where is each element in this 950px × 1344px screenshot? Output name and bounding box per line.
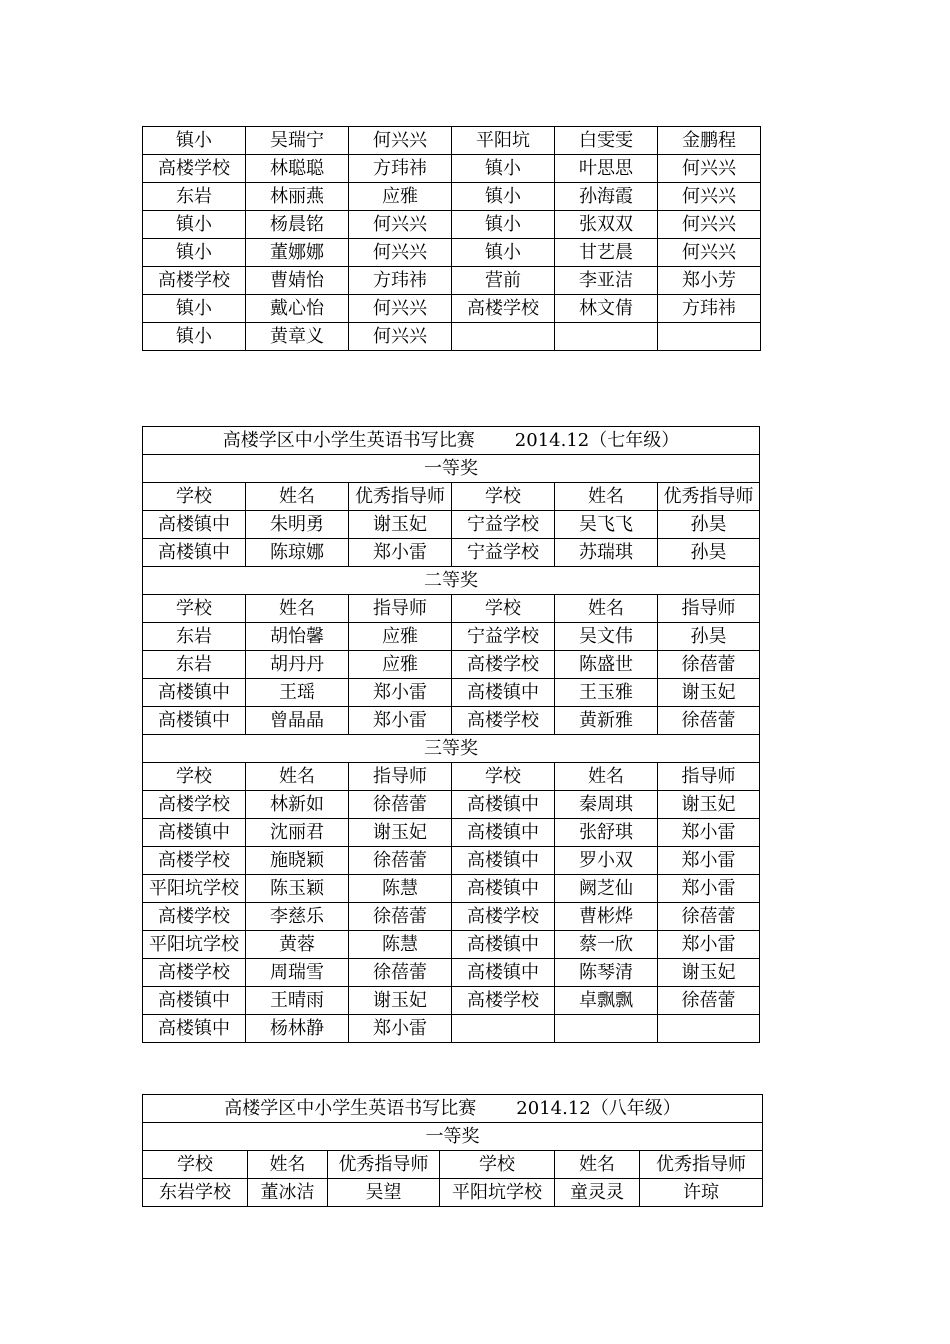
third-prize-heading: 三等奖	[143, 735, 760, 763]
table-cell: 平阳坑学校	[440, 1179, 555, 1207]
table-cell: 宁益学校	[452, 623, 555, 651]
table-row	[143, 791, 760, 819]
column-header: 学校	[143, 763, 246, 791]
table-cell: 甘艺晨	[555, 239, 658, 267]
table-cell: 张双双	[555, 211, 658, 239]
table-cell: 孙昊	[658, 623, 760, 651]
table-cell: 高楼镇中	[452, 959, 555, 987]
third-prize-header	[143, 763, 760, 791]
table-cell: 曾晶晶	[246, 707, 349, 735]
column-header: 姓名	[555, 763, 658, 791]
table-cell: 镇小	[143, 295, 246, 323]
table-row	[143, 875, 760, 903]
table-cell: 东岩	[143, 183, 246, 211]
third-prize-rows	[143, 791, 760, 1043]
table-cell: 谢玉妃	[658, 679, 760, 707]
column-header: 指导师	[658, 595, 760, 623]
column-header: 学校	[452, 595, 555, 623]
table-cell: 叶思思	[555, 155, 658, 183]
column-header: 学校	[440, 1151, 555, 1179]
column-header: 优秀指导师	[658, 483, 760, 511]
table-cell: 高楼镇中	[143, 511, 246, 539]
table-cell: 方玮祎	[349, 155, 452, 183]
table-cell: 施晓颖	[246, 847, 349, 875]
table-cell: 徐蓓蕾	[349, 903, 452, 931]
column-header: 学校	[452, 763, 555, 791]
table-row	[143, 679, 760, 707]
table-cell: 高楼镇中	[143, 819, 246, 847]
table-cell: 郑小雷	[349, 1015, 452, 1043]
table-cell: 高楼镇中	[452, 931, 555, 959]
table-cell: 张舒琪	[555, 819, 658, 847]
table-cell: 高楼学校	[452, 651, 555, 679]
table-cell: 镇小	[452, 239, 555, 267]
table-cell: 何兴兴	[658, 183, 761, 211]
table-cell: 郑小雷	[658, 875, 760, 903]
table-cell: 林聪聪	[246, 155, 349, 183]
table-cell: 陈琼娜	[246, 539, 349, 567]
table-cell: 镇小	[143, 211, 246, 239]
table-cell: 陈盛世	[555, 651, 658, 679]
table-cell: 陈琴清	[555, 959, 658, 987]
table-cell: 黄章义	[246, 323, 349, 351]
table-cell: 东岩学校	[143, 1179, 248, 1207]
table-cell: 许琼	[640, 1179, 763, 1207]
table-cell: 林文倩	[555, 295, 658, 323]
table-cell: 徐蓓蕾	[658, 903, 760, 931]
title-date: 2014.12（七年级）	[514, 429, 680, 451]
table-cell: 卓飘飘	[555, 987, 658, 1015]
column-header: 优秀指导师	[328, 1151, 440, 1179]
column-header: 学校	[143, 595, 246, 623]
table-cell: 高楼学校	[143, 847, 246, 875]
table-cell: 罗小双	[555, 847, 658, 875]
table-cell: 吴望	[328, 1179, 440, 1207]
table-cell: 何兴兴	[349, 211, 452, 239]
award-table-continued	[142, 126, 761, 351]
table-cell: 平阳坑	[452, 127, 555, 155]
table-cell: 高楼学校	[452, 987, 555, 1015]
table-cell: 戴心怡	[246, 295, 349, 323]
table-row	[143, 511, 760, 539]
table-cell: 何兴兴	[349, 295, 452, 323]
table-cell: 高楼镇中	[143, 987, 246, 1015]
table-cell: 何兴兴	[658, 155, 761, 183]
column-header: 姓名	[248, 1151, 328, 1179]
table-row	[143, 987, 760, 1015]
table-cell: 王瑶	[246, 679, 349, 707]
first-prize-heading: 一等奖	[143, 455, 760, 483]
table-cell: 宁益学校	[452, 539, 555, 567]
grade7-award-table	[142, 426, 760, 1043]
table-cell: 杨晨铭	[246, 211, 349, 239]
column-header: 姓名	[246, 595, 349, 623]
table-row	[143, 239, 761, 267]
table-cell: 镇小	[452, 155, 555, 183]
table-cell	[555, 323, 658, 351]
table-cell: 周瑞雪	[246, 959, 349, 987]
table-cell: 方玮祎	[658, 295, 761, 323]
table-row	[143, 127, 761, 155]
table-cell: 白雯雯	[555, 127, 658, 155]
first-prize-rows	[143, 1179, 763, 1207]
title-main: 高楼学区中小学生英语书写比赛	[222, 429, 475, 451]
table-row	[143, 903, 760, 931]
table-cell: 高楼镇中	[143, 707, 246, 735]
table-cell: 郑小雷	[658, 819, 760, 847]
table-cell: 平阳坑学校	[143, 931, 246, 959]
table-cell: 方玮祎	[349, 267, 452, 295]
table-cell: 高楼镇中	[143, 539, 246, 567]
table-cell	[452, 323, 555, 351]
table-cell: 郑小芳	[658, 267, 761, 295]
table-row	[143, 707, 760, 735]
table-cell: 高楼学校	[143, 959, 246, 987]
column-header-row	[143, 763, 760, 791]
table-cell: 秦周琪	[555, 791, 658, 819]
table-cell: 何兴兴	[658, 239, 761, 267]
second-prize-rows	[143, 623, 760, 735]
table-row	[143, 959, 760, 987]
table-cell: 童灵灵	[555, 1179, 640, 1207]
table-cell: 郑小雷	[658, 847, 760, 875]
column-header-row	[143, 483, 760, 511]
table-row	[143, 651, 760, 679]
table-cell: 金鹏程	[658, 127, 761, 155]
table-cell: 谢玉妃	[349, 987, 452, 1015]
column-header: 姓名	[555, 595, 658, 623]
table-cell: 李亚洁	[555, 267, 658, 295]
table-cell: 吴飞飞	[555, 511, 658, 539]
table-cell: 阙芝仙	[555, 875, 658, 903]
table-cell: 曹婧怡	[246, 267, 349, 295]
first-prize-rows	[143, 511, 760, 567]
table-cell: 高楼镇中	[452, 791, 555, 819]
table-cell: 蔡一欣	[555, 931, 658, 959]
table-cell: 朱明勇	[246, 511, 349, 539]
table-cell	[452, 1015, 555, 1043]
table-cell: 王玉雅	[555, 679, 658, 707]
table-cell: 徐蓓蕾	[349, 959, 452, 987]
table-cell: 高楼学校	[143, 155, 246, 183]
column-header: 姓名	[246, 763, 349, 791]
table-row	[143, 267, 761, 295]
table-cell: 平阳坑学校	[143, 875, 246, 903]
column-header: 学校	[452, 483, 555, 511]
table-cell: 高楼镇中	[452, 679, 555, 707]
table-cell: 高楼学校	[452, 295, 555, 323]
column-header: 学校	[143, 483, 246, 511]
table-cell: 何兴兴	[658, 211, 761, 239]
table-cell: 宁益学校	[452, 511, 555, 539]
table-cell: 吴文伟	[555, 623, 658, 651]
table-cell: 黄蓉	[246, 931, 349, 959]
table-row	[143, 183, 761, 211]
table-cell: 吴瑞宁	[246, 127, 349, 155]
table-cell: 谢玉妃	[349, 511, 452, 539]
first-prize-heading: 一等奖	[143, 1123, 763, 1151]
table-row	[143, 1179, 763, 1207]
table-cell: 谢玉妃	[658, 959, 760, 987]
table-cell: 林新如	[246, 791, 349, 819]
table-cell: 谢玉妃	[658, 791, 760, 819]
table-cell	[658, 1015, 760, 1043]
table-title-row	[143, 1095, 763, 1123]
table-cell: 徐蓓蕾	[349, 791, 452, 819]
table-cell: 王晴雨	[246, 987, 349, 1015]
table-row	[143, 819, 760, 847]
table-cell: 孙昊	[658, 539, 760, 567]
table-cell	[555, 1015, 658, 1043]
table-cell	[658, 323, 761, 351]
table-cell: 胡丹丹	[246, 651, 349, 679]
table-cell: 镇小	[452, 211, 555, 239]
table-cell: 杨林静	[246, 1015, 349, 1043]
table-cell: 郑小雷	[658, 931, 760, 959]
table-cell: 高楼学校	[143, 791, 246, 819]
column-header-row	[143, 595, 760, 623]
table-title	[143, 1095, 763, 1123]
prize-heading-row	[143, 1123, 763, 1151]
table-cell: 东岩	[143, 651, 246, 679]
column-header: 姓名	[555, 1151, 640, 1179]
table-cell: 高楼学校	[452, 903, 555, 931]
column-header-row	[143, 1151, 763, 1179]
table-cell: 沈丽君	[246, 819, 349, 847]
table-cell: 高楼学校	[143, 267, 246, 295]
column-header: 指导师	[349, 763, 452, 791]
table-cell: 高楼镇中	[452, 847, 555, 875]
column-header: 学校	[143, 1151, 248, 1179]
table-row	[143, 323, 761, 351]
column-header: 指导师	[349, 595, 452, 623]
table-cell: 镇小	[452, 183, 555, 211]
table-cell: 何兴兴	[349, 239, 452, 267]
table-cell: 徐蓓蕾	[658, 651, 760, 679]
title-date: 2014.12（八年级）	[516, 1097, 681, 1119]
table-cell: 郑小雷	[349, 707, 452, 735]
table-cell: 陈慧	[349, 875, 452, 903]
table-title-row	[143, 427, 760, 455]
table-cell: 郑小雷	[349, 679, 452, 707]
table-row	[143, 539, 760, 567]
table-cell: 谢玉妃	[349, 819, 452, 847]
table-cell: 何兴兴	[349, 323, 452, 351]
table-row	[143, 295, 761, 323]
column-header: 姓名	[246, 483, 349, 511]
table-cell: 应雅	[349, 651, 452, 679]
table-title	[143, 427, 760, 455]
prize-heading-row	[143, 455, 760, 483]
table-cell: 高楼镇中	[143, 1015, 246, 1043]
table-cell: 胡怡馨	[246, 623, 349, 651]
grade8-award-table	[142, 1094, 763, 1207]
table-cell: 林丽燕	[246, 183, 349, 211]
table-row	[143, 931, 760, 959]
table-cell: 苏瑞琪	[555, 539, 658, 567]
prize-heading-row	[143, 735, 760, 763]
table-cell: 高楼学校	[143, 903, 246, 931]
title-main: 高楼学区中小学生英语书写比赛	[224, 1097, 477, 1119]
table-cell: 董冰洁	[248, 1179, 328, 1207]
table-row	[143, 623, 760, 651]
table-cell: 孙海霞	[555, 183, 658, 211]
table-cell: 徐蓓蕾	[349, 847, 452, 875]
table-cell: 陈慧	[349, 931, 452, 959]
table-cell: 黄新雅	[555, 707, 658, 735]
column-header: 姓名	[555, 483, 658, 511]
table-cell: 董娜娜	[246, 239, 349, 267]
table-cell: 营前	[452, 267, 555, 295]
second-prize-header	[143, 595, 760, 623]
table-cell: 应雅	[349, 183, 452, 211]
table-cell: 郑小雷	[349, 539, 452, 567]
table-cell: 镇小	[143, 239, 246, 267]
award-rows	[143, 127, 761, 351]
second-prize-heading: 二等奖	[143, 567, 760, 595]
table-cell: 东岩	[143, 623, 246, 651]
prize-heading-row	[143, 567, 760, 595]
table-cell: 曹彬烨	[555, 903, 658, 931]
table-cell: 高楼镇中	[143, 679, 246, 707]
table-cell: 高楼镇中	[452, 875, 555, 903]
table-row	[143, 847, 760, 875]
table-row	[143, 1015, 760, 1043]
table-cell: 陈玉颖	[246, 875, 349, 903]
table-row	[143, 155, 761, 183]
table-cell: 李慈乐	[246, 903, 349, 931]
first-prize-header	[143, 483, 760, 511]
table-cell: 徐蓓蕾	[658, 987, 760, 1015]
table-cell: 应雅	[349, 623, 452, 651]
table-cell: 镇小	[143, 323, 246, 351]
table-cell: 镇小	[143, 127, 246, 155]
column-header: 指导师	[658, 763, 760, 791]
column-header: 优秀指导师	[349, 483, 452, 511]
table-row	[143, 211, 761, 239]
table-cell: 孙昊	[658, 511, 760, 539]
table-cell: 徐蓓蕾	[658, 707, 760, 735]
table-cell: 高楼学校	[452, 707, 555, 735]
table-cell: 高楼镇中	[452, 819, 555, 847]
column-header: 优秀指导师	[640, 1151, 763, 1179]
table-cell: 何兴兴	[349, 127, 452, 155]
first-prize-header	[143, 1151, 763, 1179]
